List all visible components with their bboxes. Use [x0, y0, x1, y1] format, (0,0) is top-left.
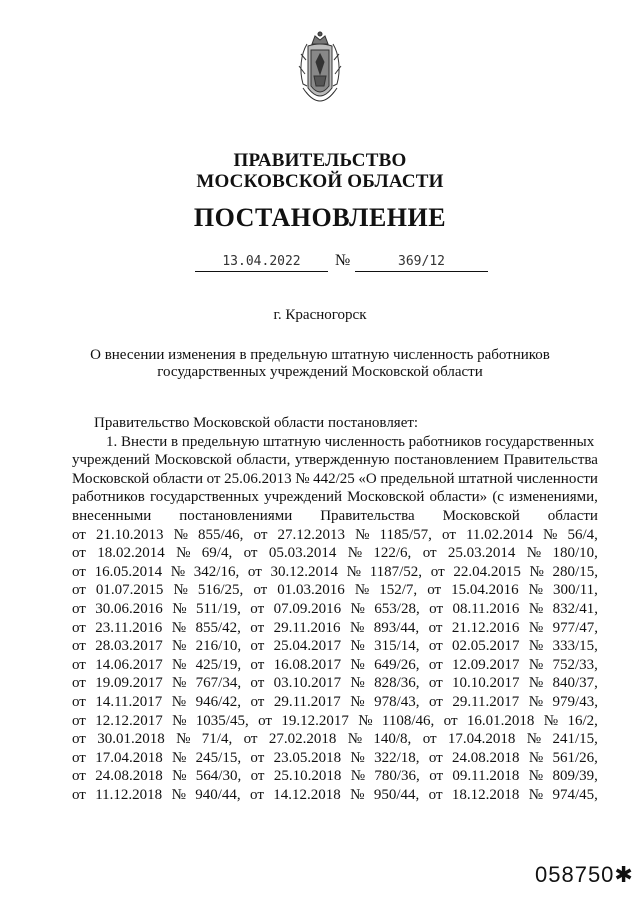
body-word: Московской [347, 489, 425, 506]
body-word: № [529, 563, 544, 580]
body-word: от [250, 675, 265, 692]
body-word: 21.12.2016 [451, 619, 520, 636]
body-word: от [422, 731, 437, 748]
body-line [72, 637, 598, 656]
body-word: 1035/45, [195, 712, 249, 729]
body-word: области [152, 470, 203, 487]
body-word: № [350, 638, 365, 655]
body-word: № [349, 619, 365, 636]
body-word: 29.11.2017 [452, 693, 520, 710]
body-word: № [528, 600, 544, 617]
body-word: от [243, 545, 258, 562]
body-word: (с [492, 489, 504, 506]
body-word: 30.06.2016 [95, 600, 163, 617]
body-word: № [172, 712, 187, 729]
body-word: от [422, 545, 437, 562]
body-word: № [528, 656, 544, 673]
body-word: 25.03.2014 [447, 545, 516, 562]
document-number: 369/12 [355, 254, 488, 272]
body-word: от [72, 768, 86, 785]
body-word: № [350, 749, 365, 766]
body-word: 69/4, [201, 545, 233, 562]
body-word: 809/39, [552, 768, 598, 785]
body-word: 10.10.2017 [452, 675, 520, 692]
body-word: Московской [72, 470, 150, 487]
government-name-line2: МОСКОВСКОЙ ОБЛАСТИ [196, 171, 444, 192]
body-word: 752/33, [552, 656, 598, 673]
body-word: от [72, 731, 86, 748]
body-word: 18.02.2014 [97, 545, 165, 562]
document-subject [80, 347, 560, 381]
body-word: № [528, 619, 544, 636]
issue-place: г. Красногорск [273, 307, 367, 323]
body-word: № [170, 563, 186, 580]
body-word: 122/6, [373, 545, 412, 562]
body-word: 767/34, [195, 675, 242, 692]
body-word: Правительства [503, 452, 598, 469]
body-word: 29.11.2017 [273, 693, 341, 710]
body-word: 322/18, [374, 749, 420, 766]
body-line [72, 749, 598, 768]
body-word: № [347, 545, 363, 562]
body-word: 828/36, [374, 675, 420, 692]
body-word: 979/43, [552, 693, 598, 710]
body-word: 280/15, [552, 563, 598, 580]
body-word: № [173, 526, 188, 543]
body-word: численности [516, 470, 598, 487]
body-word: от [243, 731, 258, 748]
body-word: от [428, 749, 443, 766]
body-word: 950/44, [373, 786, 420, 803]
body-word: № [528, 749, 544, 766]
document-body [72, 414, 598, 804]
body-word: № [528, 768, 544, 785]
body-word: № [350, 786, 365, 803]
body-word: от [206, 470, 221, 487]
body-word: № [172, 768, 187, 785]
body-word: 27.12.2013 [277, 526, 345, 543]
body-word: 1108/46, [381, 712, 435, 729]
body-word: от [258, 712, 272, 729]
body-word: учреждений [264, 489, 342, 506]
body-word: 516/25, [197, 582, 244, 599]
body-word: № [172, 638, 187, 655]
body-word: 05.03.2014 [268, 545, 337, 562]
body-word: 649/26, [374, 656, 420, 673]
body-word: 27.02.2018 [268, 731, 337, 748]
body-word: 17.04.2018 [95, 749, 163, 766]
body-word: 1187/52, [369, 563, 423, 580]
body-word: 23.05.2018 [273, 749, 342, 766]
body-word: постановлением [394, 452, 499, 469]
body-word: 25.06.2013 [224, 470, 292, 487]
body-word: 25.10.2018 [273, 768, 342, 785]
body-word: 180/10, [552, 545, 598, 562]
body-word: 11.12.2018 [95, 786, 163, 803]
body-word: № [172, 656, 187, 673]
body-word: 511/19, [195, 600, 241, 617]
body-word: № [350, 656, 365, 673]
body-word: 780/36, [374, 768, 420, 785]
body-word: внесенными [72, 507, 152, 524]
body-word: от [72, 526, 86, 543]
body-word: 16.08.2017 [273, 656, 342, 673]
body-word: штатной [458, 470, 513, 487]
body-line [72, 786, 598, 805]
body-word: предельной [380, 470, 455, 487]
body-word: 56/4, [567, 526, 598, 543]
body-word: 71/4, [201, 731, 233, 748]
body-line [72, 526, 598, 545]
body-word: № [347, 731, 363, 748]
body-word: 1185/57, [379, 526, 432, 543]
body-word: от [253, 526, 268, 543]
body-word: 30.12.2014 [270, 563, 338, 580]
body-word: 333/15, [552, 638, 598, 655]
body-line [72, 693, 598, 712]
serial-number: 058750 [535, 862, 615, 887]
body-word: Московской [154, 452, 232, 469]
body-word: № [171, 693, 187, 710]
body-word: от [250, 749, 265, 766]
body-word: № [350, 693, 365, 710]
body-word: 152/7, [379, 582, 418, 599]
body-word: от [250, 786, 264, 803]
body-word: № [543, 526, 558, 543]
body-word: 17.04.2018 [447, 731, 516, 748]
subject-line: О внесении изменения в предельную штатную численность работников [90, 347, 550, 363]
body-word: 22.04.2015 [453, 563, 521, 580]
body-word: 30.01.2018 [97, 731, 165, 748]
document-type-title: ПОСТАНОВЛЕНИЕ [193, 203, 447, 232]
body-word: Правительство Московской области постановляет: [94, 415, 419, 431]
body-word: области [547, 507, 598, 524]
body-word: работников [72, 489, 145, 506]
body-word: № [171, 619, 186, 636]
body-word: от [428, 638, 443, 655]
body-word: 442/25 [313, 470, 355, 487]
body-word: от [428, 786, 443, 803]
body-word: № [358, 712, 373, 729]
body-word: области, [236, 452, 291, 469]
body-word: 946/42, [195, 693, 241, 710]
body-word: № [543, 712, 559, 729]
body-word: 12.09.2017 [452, 656, 520, 673]
body-word: 855/46, [198, 526, 244, 543]
body-word: № [528, 638, 544, 655]
body-line [72, 414, 598, 433]
body-line [72, 470, 598, 489]
body-word: № [355, 526, 370, 543]
body-line [72, 674, 598, 693]
body-word: 425/19, [195, 656, 242, 673]
body-word: от [72, 582, 86, 599]
body-word: от [72, 712, 86, 729]
body-word: 315/14, [374, 638, 420, 655]
body-word: № [350, 768, 366, 785]
body-line [72, 544, 598, 563]
body-line [72, 433, 598, 452]
body-word: 16.01.2018 [466, 712, 535, 729]
body-word: № [172, 749, 187, 766]
body-line [72, 488, 598, 507]
body-word: № [350, 675, 365, 692]
body-word: 12.12.2017 [95, 712, 163, 729]
body-word: № [528, 693, 544, 710]
number-sign: № [335, 252, 351, 269]
body-word: от [72, 545, 86, 562]
body-word: 02.05.2017 [452, 638, 520, 655]
body-word: области» [429, 489, 488, 506]
body-word: 1. Внести в предельную штатную численность работников государственных [106, 433, 595, 450]
body-word: от [72, 675, 86, 692]
body-word: 28.03.2017 [95, 638, 163, 655]
body-word: № [295, 470, 310, 487]
body-word: от [72, 638, 86, 655]
body-word: от [250, 768, 265, 785]
body-word: 832/41, [552, 600, 598, 617]
body-word: «О [358, 470, 377, 487]
body-word: от [72, 749, 86, 766]
body-line [72, 581, 598, 600]
body-line [72, 619, 598, 638]
body-word: 241/15, [552, 731, 598, 748]
body-word: № [528, 786, 544, 803]
body-word: от [72, 563, 86, 580]
document-date: 13.04.2022 [195, 254, 328, 272]
government-name-line1: ПРАВИТЕЛЬСТВО [233, 150, 407, 171]
body-word: от [72, 693, 86, 710]
body-word: Московской [442, 507, 520, 524]
body-word: от [430, 563, 445, 580]
body-word: 09.11.2018 [452, 768, 520, 785]
body-word: 561/26, [552, 749, 598, 766]
body-word: от [429, 768, 444, 785]
body-word: № [172, 675, 187, 692]
body-line [72, 600, 598, 619]
body-word: 564/30, [195, 768, 242, 785]
body-word: 14.11.2017 [95, 693, 163, 710]
body-word: от [428, 675, 443, 692]
body-word: постановлениями [179, 507, 293, 524]
body-word: от [250, 619, 265, 636]
body-word: от [250, 600, 265, 617]
body-word: № [526, 545, 542, 562]
body-word: 940/44, [195, 786, 241, 803]
body-word: 08.11.2016 [452, 600, 520, 617]
moscow-oblast-coat-of-arms-icon [297, 30, 343, 120]
registration-line [195, 254, 495, 274]
body-line [72, 712, 598, 731]
body-word: от [428, 656, 443, 673]
body-line [72, 656, 598, 675]
body-word: 29.11.2016 [273, 619, 341, 636]
serial-number-stamp [535, 862, 634, 888]
body-line [72, 730, 598, 749]
body-word: 24.08.2018 [452, 749, 520, 766]
body-word: 855/42, [195, 619, 241, 636]
body-word: 23.11.2016 [95, 619, 163, 636]
body-line [72, 451, 598, 470]
body-word: 18.12.2018 [451, 786, 520, 803]
body-word: 25.04.2017 [273, 638, 342, 655]
body-word: 03.10.2017 [273, 675, 342, 692]
body-word: от [253, 582, 268, 599]
body-word: 24.08.2018 [95, 768, 163, 785]
body-word: от [72, 600, 86, 617]
body-word: 16/2, [567, 712, 598, 729]
body-word: от [442, 526, 456, 543]
body-word: от [427, 582, 442, 599]
body-word: 19.09.2017 [95, 675, 163, 692]
body-word: 342/16, [193, 563, 240, 580]
body-word: 16.05.2014 [94, 563, 163, 580]
body-word: 216/10, [195, 638, 242, 655]
asterisk-mark-icon: ✱ [614, 862, 634, 887]
body-word: 15.04.2016 [451, 582, 519, 599]
body-word: № [176, 731, 191, 748]
body-word: от [250, 638, 265, 655]
body-line [72, 767, 598, 786]
body-word: 14.12.2018 [273, 786, 341, 803]
body-word: 07.09.2016 [273, 600, 342, 617]
body-word: 245/15, [195, 749, 242, 766]
body-word: 977/47, [552, 619, 598, 636]
body-word: от [250, 693, 265, 710]
body-word: 840/37, [552, 675, 598, 692]
body-word: от [429, 600, 443, 617]
subject-line: государственных учреждений Московской области [157, 364, 483, 380]
body-word: 21.10.2013 [95, 526, 164, 543]
body-word: от [247, 563, 262, 580]
body-word: № [350, 600, 365, 617]
body-word: утвержденную [294, 452, 390, 469]
body-word: 893/44, [373, 619, 420, 636]
body-line [72, 507, 598, 526]
body-word: изменениями, [509, 489, 598, 506]
body-word: № [173, 582, 188, 599]
body-word: № [354, 582, 370, 599]
body-word: Правительства [320, 507, 415, 524]
body-line [72, 563, 598, 582]
body-word: № [346, 563, 361, 580]
body-word: № [176, 545, 191, 562]
body-word: № [172, 600, 187, 617]
body-word: 01.07.2015 [95, 582, 164, 599]
body-word: от [443, 712, 458, 729]
body-word: государственных [149, 489, 259, 506]
body-word: 978/43, [374, 693, 420, 710]
body-word: от [72, 619, 86, 636]
body-word: 300/11, [553, 582, 598, 599]
body-word: 11.02.2014 [465, 526, 533, 543]
body-word: 01.03.2016 [277, 582, 345, 599]
body-word: 140/8, [373, 731, 412, 748]
body-word: № [526, 731, 542, 748]
body-word: 974/45, [552, 786, 598, 803]
body-word: 14.06.2017 [95, 656, 163, 673]
body-word: от [428, 693, 443, 710]
body-word: № [528, 675, 544, 692]
body-word: от [250, 656, 265, 673]
body-word: от [428, 619, 443, 636]
body-word: 19.12.2017 [281, 712, 349, 729]
body-word: от [72, 786, 86, 803]
body-word: 653/28, [374, 600, 420, 617]
body-word: от [72, 656, 86, 673]
body-word: № [528, 582, 543, 599]
body-word: № [171, 786, 186, 803]
body-word: учреждений [72, 452, 150, 469]
